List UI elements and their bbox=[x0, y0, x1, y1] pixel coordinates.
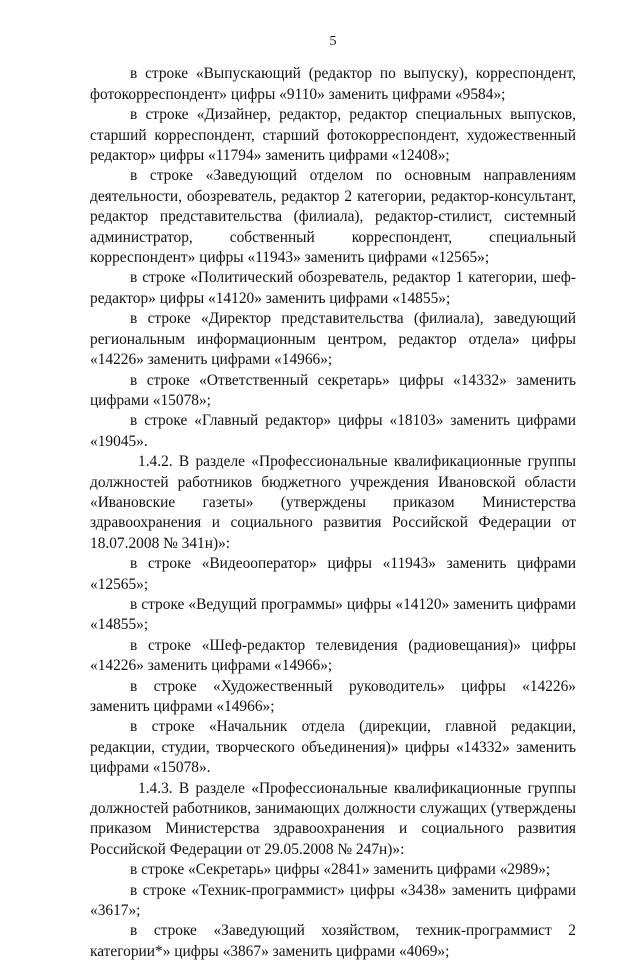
paragraph: в строке «Начальник отдела (дирекции, главной редакции, редакции, студии, творческого объединения)» цифры «14332» заменить цифрами «15078». bbox=[90, 718, 576, 777]
paragraph: в строке «Заведующий отделом по основным направлениям деятельности, обозреватель, редактор 2 категории, редактор-консультант, редактор представительства (филиала), редактор-стилист, системный администратор, собственный корреспондент, специальный корреспондент» цифры «11943» заменить цифрами «12565»; bbox=[90, 167, 576, 267]
section-paragraph: 1.4.3. В разделе «Профессиональные квалификационные группы должностей работников, занимающих должности служащих (утверждены приказом Министерства здравоохранения и социального развития Российской Федерации от 29.05.2008 № 247н)»: bbox=[90, 779, 576, 858]
paragraph: в строке «Техник-программист» цифры «3438» заменить цифрами «3617»; bbox=[90, 881, 576, 920]
document-page bbox=[90, 32, 576, 962]
paragraph: в строке «Заведующий хозяйством, техник-программист 2 категории*» цифры «3867» заменить цифрами «4069»; bbox=[90, 922, 576, 960]
page-number: 5 bbox=[329, 34, 337, 49]
paragraph: в строке «Главный редактор» цифры «18103» заменить цифрами «19045». bbox=[90, 412, 576, 450]
section-paragraph: 1.4.2. В разделе «Профессиональные квалификационные группы должностей работников бюджетного учреждения Ивановской области «Ивановские газеты» (утверждены приказом Министерства здравоохранения и социального развития Российской Федерации от 18.07.2008 № 341н)»: bbox=[90, 453, 576, 552]
paragraph: в строке «Директор представительства (филиала), заведующий региональным информационным центром, редактор отдела» цифры «14226» заменить цифрами «14966»; bbox=[90, 310, 576, 369]
paragraph: в строке «Ответственный секретарь» цифры «14332» заменить цифрами «15078»; bbox=[90, 371, 576, 409]
paragraph: в строке «Шеф-редактор телевидения (радиовещания)» цифры «14226» заменить цифрами «14966»; bbox=[90, 636, 576, 675]
paragraph: в строке «Политический обозреватель, редактор 1 категории, шеф-редактор» цифры «14120» заменить цифрами «14855»; bbox=[90, 269, 576, 307]
paragraph: в строке «Выпускающий (редактор по выпуску), корреспондент, фотокорреспондент» цифры «9110» заменить цифрами «9584»; bbox=[90, 65, 576, 103]
paragraph: в строке «Художественный руководитель» цифры «14226» заменить цифрами «14966»; bbox=[90, 677, 576, 715]
paragraph: в строке «Ведущий программы» цифры «14120» заменить цифрами «14855»; bbox=[90, 595, 576, 634]
paragraph: в строке «Видеооператор» цифры «11943» заменить цифрами «12565»; bbox=[90, 555, 576, 593]
paragraph: в строке «Дизайнер, редактор, редактор специальных выпусков, старший корреспондент, старший фотокорреспондент, художественный редактор» цифры «11794» заменить цифрами «12408»; bbox=[90, 106, 576, 165]
paragraph: в строке «Секретарь» цифры «2841» заменить цифрами «2989»; bbox=[130, 861, 551, 879]
